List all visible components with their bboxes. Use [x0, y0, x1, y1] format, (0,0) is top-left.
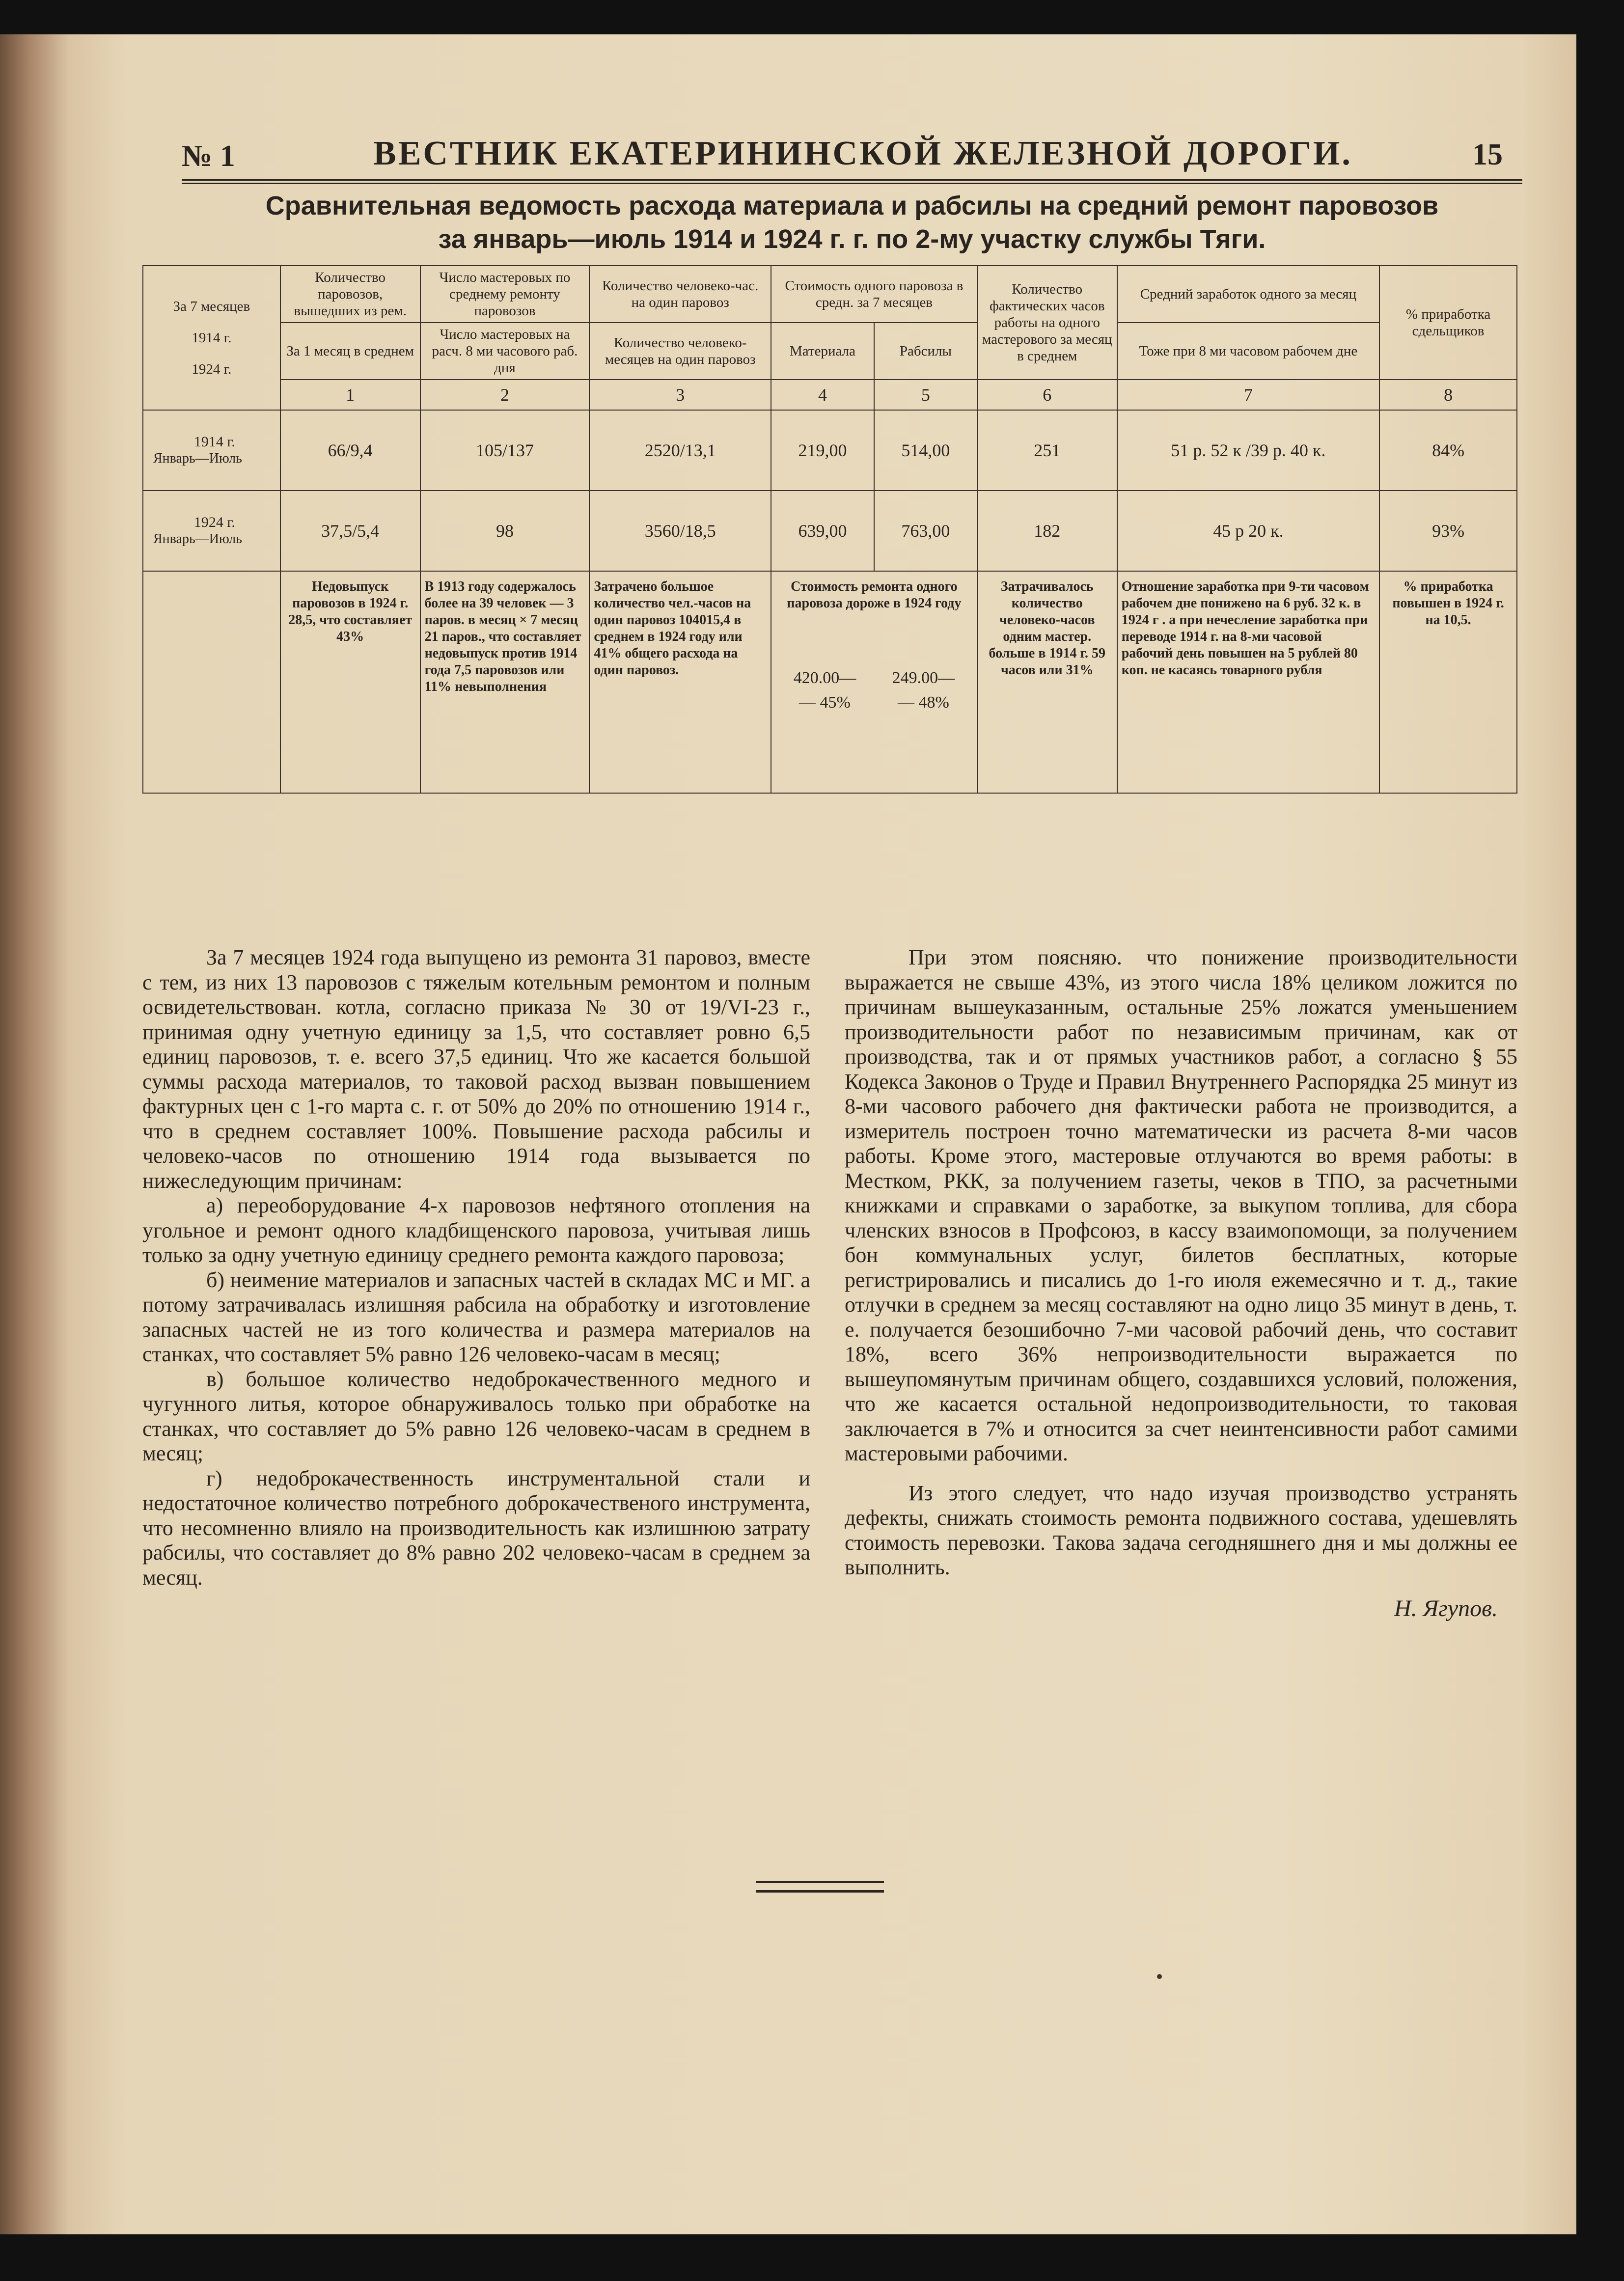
- cell-c3: 2520/13,1: [589, 410, 771, 491]
- note-c1: Недовыпуск паровозов в 1924 г. 28,5, что составляет 43%: [280, 571, 420, 793]
- table-row-1914: [143, 410, 1517, 491]
- note-c2: В 1913 году содержалось более на 39 человек — 3 паров. в месяц × 7 месяц 21 паров., что составляет недовыпуск против 1914 года 7,5 паровозов или 11% невыполнения: [420, 571, 590, 793]
- col4-header: Материала: [771, 323, 874, 380]
- column-numbers-row: [143, 380, 1517, 410]
- col1-subheader: За 1 месяц в среднем: [280, 323, 420, 380]
- closing-rule: [756, 1881, 884, 1893]
- journal-page: [0, 34, 1576, 2234]
- table-title: [182, 189, 1522, 256]
- cell-c6: 251: [977, 410, 1117, 491]
- cell-c2: 105/137: [420, 410, 590, 491]
- note-c8: % приработка повышен в 1924 г. на 10,5.: [1379, 571, 1517, 793]
- col7-header: Средний заработок одного за месяц: [1117, 266, 1379, 323]
- paragraph: Из этого следует, что надо изучая производство устранять дефекты, снижать стоимость ремонта подвижного состава, удешевлять стоимость перевозки. Такова задача сегодняшнего дня и мы должны ее выполнить.: [845, 1481, 1517, 1579]
- article-left-column: [142, 945, 810, 1590]
- note-c5: 249.00— — 48%: [892, 669, 955, 712]
- note-c6: Затрачивалось количество человеко-часов одним мастер. больше в 1914 г. 59 часов или 31%: [977, 571, 1117, 793]
- col7-subheader: Тоже при 8 ми часовом рабочем дне: [1117, 323, 1379, 380]
- period-header-line: 1914 г.: [192, 330, 232, 346]
- table-notes-row: [143, 571, 1517, 793]
- cell-c1: 37,5/5,4: [280, 491, 420, 571]
- col45-header: Стоимость одного паровоза в средн. за 7 месяцев: [771, 266, 977, 323]
- header-row-2: [143, 323, 1517, 380]
- col2-header: Число мастеровых по среднему ремонту паровозов: [420, 266, 590, 323]
- col-number: 2: [420, 380, 590, 410]
- note-c45: [771, 571, 977, 793]
- period-header: [143, 266, 280, 410]
- col-number: 1: [280, 380, 420, 410]
- cell-c8: 93%: [1379, 491, 1517, 571]
- col-number: 5: [874, 380, 977, 410]
- row-period: [143, 410, 280, 491]
- page-number: 15: [1472, 138, 1503, 171]
- note-c4: 420.00— — 45%: [793, 669, 856, 712]
- col-number: 8: [1379, 380, 1517, 410]
- col-number: 7: [1117, 380, 1379, 410]
- cell-c7: 51 р. 52 к /39 р. 40 к.: [1117, 410, 1379, 491]
- note-c3: Затрачено большое количество чел.-часов на один паровоз 104015,4 в среднем в 1924 году или 41% общего расхода на один паровоз.: [589, 571, 771, 793]
- row-months: Январь—Июль: [153, 531, 242, 547]
- page-header: [182, 130, 1522, 184]
- note-c45-header: Стоимость ремонта одного паровоза дороже в 1924 году: [787, 579, 962, 611]
- row-year: 1924 г.: [193, 514, 235, 530]
- col6-header: Количество фактических часов работы на одного мастерового за месяц в среднем: [977, 266, 1117, 380]
- article-right-column: [845, 945, 1517, 1622]
- row-year: 1914 г.: [193, 434, 235, 450]
- cell-c6: 182: [977, 491, 1117, 571]
- row-months: Январь—Июль: [153, 451, 242, 466]
- cell-c8: 84%: [1379, 410, 1517, 491]
- cell-c2: 98: [420, 491, 590, 571]
- paragraph: При этом поясняю. что понижение производительности выражается не свыше 43%, из этого числа 18% целиком ложится по причинам вышеуказанным, остальные 25% ложатся уменьшением производительности работ по независимым причинам, как от производства, так и от прямых участников работ, а согласно § 55 Кодекса Законов о Труде и Правил Внутреннего Распорядка 25 минут из 8-ми часового рабочего дня фактически работа не производится, а измеритель построен точно математически из расчета 8-ми часов работы. Кроме этого, мастеровые отлучаются во время работы: в Местком, РКК, за получением газеты, чеков в ТПО, за расчетными книжками и справками о заработке, за выкупом топлива, для сбора членских взносов в Профсоюз, в кассу взаимопомощи, за получением бон коммунальных услуг, билетов бесплатных, которые регистрировались и писались до 1-го июля ежемесячно и т. д., такие отлучки в среднем за месяц составляют на одно лицо 35 минут в день, т. е. получается безошибочно 7-ми часовой рабочий день, что составит 18%, всего 36% непроизводительности выражается по вышеупомянутым причинам общего, создавшихся условий, положения, что же касается остальной недопроизводительности, то таковая заключается в 7% и относится за счет неинтенсивности работ самими мастеровыми рабочими.: [845, 945, 1517, 1465]
- paragraph: в) большое количество недоброкачественного медного и чугунного литья, которое обнаруживалось только при обработке на станках, что составляет до 5% равно 126 человеко-часам в среднем в месяц;: [142, 1367, 810, 1465]
- ink-dot: [1157, 1974, 1162, 1979]
- period-header-line: 1924 г.: [192, 361, 232, 377]
- period-header-line: За 7 месяцев: [173, 299, 250, 314]
- col8-header: % приработка сдельщиков: [1379, 266, 1517, 380]
- cell-c4: 639,00: [771, 491, 874, 571]
- table-title-line-2: за январь—июль 1914 и 1924 г. г. по 2-му участку службы Тяги.: [438, 224, 1266, 254]
- col-number: 3: [589, 380, 771, 410]
- col3-subheader: Количество человеко-месяцев на один паровоз: [589, 323, 771, 380]
- header-row-1: [143, 266, 1517, 323]
- col-number: 4: [771, 380, 874, 410]
- cell-c7: 45 р 20 к.: [1117, 491, 1379, 571]
- note-c7: Отношение заработка при 9-ти часовом рабочем дне понижено на 6 руб. 32 к. в 1924 г . а при нечесление заработка при переводе 1914 г. на 8-ми часовой рабочий день повышен на 5 рублей 80 коп. не касаясь товарного рубля: [1117, 571, 1379, 793]
- paragraph: г) недоброкачественность инструментальной стали и недостаточное количество потребного доброкачественого инструмента, что несомненно влияло на производительность как излишнюю затрату рабсилы, что составляет до 8% равно 202 человеко-часам в среднем за месяц.: [142, 1466, 810, 1590]
- col-number: 6: [977, 380, 1117, 410]
- journal-title: ВЕСТНИК ЕКАТЕРИНИНСКОЙ ЖЕЛЕЗНОЙ ДОРОГИ.: [373, 135, 1352, 172]
- cell-c3: 3560/18,5: [589, 491, 771, 571]
- col3-header: Количество человеко-час. на один паровоз: [589, 266, 771, 323]
- col2-subheader: Число мастеровых на расч. 8 ми часового раб. дня: [420, 323, 590, 380]
- cell-c4: 219,00: [771, 410, 874, 491]
- issue-number: № 1: [182, 139, 235, 173]
- cell-c5: 763,00: [874, 491, 977, 571]
- col5-header: Рабсилы: [874, 323, 977, 380]
- comparison-table: [142, 265, 1517, 794]
- paragraph: б) неимение материалов и запасных частей в складах МС и МГ. а потому затрачивалась излишняя рабсила на обработку и изготовление запасных частей не из того количества и размера материалов на станках, что составляет 5% равно 126 человеко-часам в месяц;: [142, 1267, 810, 1366]
- paragraph: За 7 месяцев 1924 года выпущено из ремонта 31 паровоз, вместе с тем, из них 13 паровозов с тяжелым котельным ремонтом и полным освидетельствован. котла, согласно приказа № 30 от 19/VI-23 г., принимая одну учетную единицу за 1,5, что составляет ровно 6,5 единиц паровозов, т. е. всего 37,5 единиц. Что же касается большой суммы расхода материалов, то таковой расход вызван повышением фактурных цен с 1-го марта с. г. от 50% до 20% по отношению 1914 г., что в среднем составляет 100%. Повышение расхода рабсилы и человеко-часов по отношению 1914 года вызывается по нижеследующим причинам:: [142, 945, 810, 1193]
- col1-header: Количество паровозов, вышедших из рем.: [280, 266, 420, 323]
- table-row-1924: [143, 491, 1517, 571]
- cell-c5: 514,00: [874, 410, 977, 491]
- paragraph: а) переоборудование 4-х паровозов нефтяного отопления на угольное и ремонт одного кладбищенского паровоза, учитывая лишь только за одну учетную единицу среднего ремонта каждого паровоза;: [142, 1193, 810, 1267]
- row-period: [143, 491, 280, 571]
- table-title-line-1: Сравнительная ведомость расхода материала и рабсилы на средний ремонт паровозов: [265, 191, 1439, 220]
- author-signature: Н. Ягупов.: [1394, 1595, 1498, 1621]
- cell-c1: 66/9,4: [280, 410, 420, 491]
- note-empty: [143, 571, 280, 793]
- note-c45-values: [775, 666, 973, 715]
